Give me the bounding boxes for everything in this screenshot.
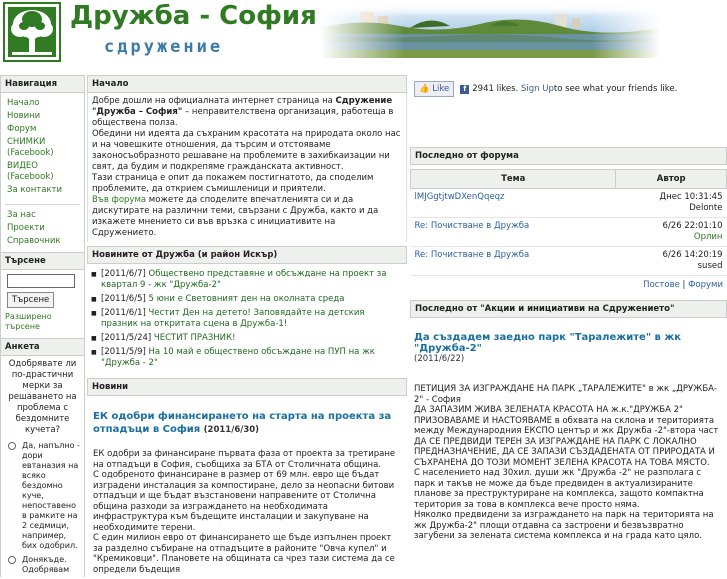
forum-post-time: 6/26 22:01:10	[662, 221, 723, 231]
list-item	[101, 308, 401, 330]
tree-icon	[8, 7, 56, 57]
forum-topic-link[interactable]: Re: Почистване в Дружба	[414, 221, 530, 231]
forum-topic	[411, 247, 616, 276]
news-paragraph: С одобреното финансиране в размер от 69 млн. евро ще бъдат изградени инсталация за компостиране, дело за неопасни битови отпадъци и ще бъдат възстановени направените от Столична община разходи за изграждането на необходимата инфраструктура към бъдещите инсталации и закупуване на необходимите терени.	[93, 470, 395, 533]
search-block	[0, 270, 85, 338]
nav-heading: Навигация	[0, 75, 85, 93]
nav-item-photos[interactable]: СНИМКИ (Facebook)	[7, 137, 54, 158]
main-content	[87, 75, 407, 575]
forum-topic-link[interactable]: lMJGgtjtwDXenQqeqz	[414, 192, 505, 202]
like-tail-text: to see what your friends like.	[553, 84, 678, 94]
search-input[interactable]	[7, 274, 75, 288]
list-item	[101, 294, 401, 305]
news-paragraph: ЕК одобри за финансиране първата фаза от проекта за третиране на отпадъци в София, съобщиха за БТА от Столичната община.	[93, 449, 396, 470]
actions-article-date: (2011/6/22)	[414, 354, 465, 364]
forum-author-link[interactable]: Орлин	[693, 232, 723, 242]
news-article-body	[87, 437, 407, 579]
nav-divider	[5, 199, 80, 205]
forum-topic	[411, 189, 616, 218]
news-heading: Новини	[87, 378, 407, 396]
forum-links-sep: |	[679, 280, 689, 290]
forum-col-topic: Тема	[411, 170, 616, 189]
table-row	[411, 247, 727, 276]
forum-heading: Последно от форума	[410, 147, 727, 165]
news-article-date: (2011/6/30)	[203, 425, 260, 435]
forum-author-cell	[616, 247, 727, 276]
actions-heading: Последно от "Акции и инициативи на Сдружението"	[410, 300, 727, 318]
actions-paragraph: С населението над 30хил. души жк "Дружба -2" не разполага с парк и такъв не може да бъде предвиден в актуализираните планове за преструктуриране на комплекса, защото компактна територия за това в комплекса вече просто няма.	[414, 468, 704, 510]
forum-author-cell	[616, 189, 727, 218]
news-article-title-text: ЕК одобри финансирането на старта на проекта за отпадъци в София	[93, 411, 392, 435]
list-item	[101, 347, 401, 369]
actions-article-title[interactable]: Да създадем заедно парк "Таралежите" в жк "Дружба-2"	[414, 332, 682, 354]
poll-question: Одобрявате ли по-драстични мерки за решаването на проблема с бездомните кучета?	[8, 359, 77, 435]
list-item	[101, 269, 401, 291]
news-date: [2011/6/1]	[101, 308, 146, 318]
like-count: 2941 likes.	[472, 84, 519, 94]
intro-p1a: Добре дошли на официалната интернет страница на	[92, 96, 336, 106]
actions-paragraph: Няколко предвидени за изграждането на парк на територията на жк Дружба-2" площи отдавна са застроени и безвъзвратно загубени за зелената система комплекса и на града като цяло.	[414, 510, 714, 541]
table-row	[411, 189, 727, 218]
news-date: [2011/5/24]	[101, 333, 152, 343]
news-article	[87, 396, 407, 579]
district-news-list	[87, 264, 407, 378]
forum-col-author: Автор	[616, 170, 727, 189]
poll-option[interactable]	[1, 439, 84, 553]
news-link[interactable]: ЧЕСТИТ ПРАЗНИК!	[153, 333, 236, 343]
left-sidebar	[0, 75, 85, 574]
forum-post-time: 6/26 14:20:19	[662, 250, 723, 260]
forum-author: sused	[697, 261, 723, 271]
poll-option[interactable]	[1, 553, 84, 577]
site-title: Дружба - София	[70, 1, 317, 31]
forum-topic	[411, 218, 616, 247]
poll-block	[0, 356, 85, 577]
nav-item-contacts[interactable]: За контакти	[7, 185, 63, 195]
intro-p4: можете да споделите впечатленията си и да дискутирате на различни теми, свързани с Дружба, както и да изкажете мнението си във връзка с инициативите на Сдружението.	[92, 195, 379, 238]
nav-item-projects[interactable]: Проекти	[7, 223, 45, 233]
lake-banner-image	[320, 4, 660, 58]
forum-table	[410, 169, 727, 276]
actions-paragraph: ПЕТИЦИЯ ЗА ИЗГРАЖДАНЕ НА ПАРК „ТАРАЛЕЖИТЕ" в жк „ДРУЖБА- 2" - София	[414, 384, 718, 405]
nav-item-home[interactable]: Начало	[7, 98, 40, 108]
site-header	[0, 0, 727, 72]
forum-topic-link[interactable]: Re: Почистване в Дружба	[414, 250, 530, 260]
search-heading: Търсене	[0, 252, 85, 270]
actions-paragraph: ДА ЗАПАЗИМ ЖИВА ЗЕЛЕНАТА КРАСОТА НА ж.к."ДРУЖБА 2" ПРИЗОВАВАМЕ И НАСТОЯВАМЕ в обхвата на склона и територията между Международния ЕКСПО център и жк Дружба -2"-втора част ДА СЕ ПРЕДВИДИ ТЕРЕН ЗА ИЗГРАЖДАНЕ НА ПАРК С ЛОКАЛНО ПРЕДНАЗНАЧЕНИЕ, ДА СЕ ЗАПАЗИ СЪЗДАДЕНАТА ОТ ПРИРОДАТА И СЪХРАНЕНА ДО ТОЗИ МОМЕНТ ЗЕЛЕНА КРАСОТА НА ТОВА МЯСТО.	[414, 405, 719, 468]
news-date: [2011/5/9]	[101, 347, 146, 357]
intro-p3: Тази страница е опит да покажем постигнатото, да споделим проблемите, да открием съмишленици и приятели.	[92, 173, 374, 194]
news-article-title[interactable]	[87, 410, 407, 437]
nav-item-about[interactable]: За нас	[7, 210, 36, 220]
right-sidebar	[410, 75, 727, 545]
forum-author: Delonte	[689, 203, 723, 213]
facebook-signup-link[interactable]: Sign Up	[521, 84, 554, 94]
nav-item-directory[interactable]: Справочник	[7, 236, 61, 246]
thumbs-up-icon: 👍	[419, 84, 430, 94]
poll-option-label: Да, напълно - дори евтаназия на всяко бездомно куче, непоставено в рамките на 2 седмици, например, бих одобрил.	[22, 441, 80, 550]
search-button[interactable]: Търсене	[7, 292, 54, 308]
forum-post-time: Днес 10:31:45	[659, 192, 723, 202]
news-link[interactable]: На 10 май е обществено обсъждане на ПУП на жк "Дружба - 2"	[101, 347, 375, 368]
forum-table-header	[411, 170, 727, 189]
nav-item-forum[interactable]: Форум	[7, 124, 37, 134]
poll-radio[interactable]	[8, 442, 16, 450]
forum-author-cell	[616, 218, 727, 247]
nav-item-news[interactable]: Новини	[7, 111, 41, 121]
facebook-like-box	[410, 75, 727, 103]
forum-links	[410, 276, 727, 294]
list-item	[101, 333, 401, 344]
intro-p2: Обедини ни идеята да съхраним красотата на природата около нас и на човешките отношения, да търсим и отстояваме законосъобразното решаване на проблемите в захибкаизации ни свят, да будим и подкрепяме гражданската активност.	[92, 129, 401, 172]
actions-article-body	[410, 370, 727, 546]
intro-org-name: Сдружение "Дружба – София"	[92, 96, 393, 117]
news-link[interactable]: Честит Ден на детето! Заповядайте на детския празник на откритата сцена в Дружба-1!	[101, 308, 365, 329]
forum-posts-link[interactable]: Постове	[643, 280, 680, 290]
poll-radio[interactable]	[8, 556, 16, 564]
advanced-search-link[interactable]: Разширено търсене	[5, 312, 52, 331]
intro-text	[87, 93, 407, 242]
news-link[interactable]: Обществено представяне и обсъждане на проект за квартал 9 - жк "Дружба-2"	[101, 269, 387, 290]
news-paragraph: С един милион евро от финансирането ще бъде изпълнен проект за разделно събиране на отпадъците в районите "Овча купел" и "Кремиковци". Плановете на общината са чрез тази система да се определи бъдещия	[93, 533, 395, 575]
facebook-icon: f	[460, 85, 469, 94]
intro-forum-link[interactable]: Във форума	[92, 195, 147, 205]
intro-p1c: – неправителствена организация, работеща в обществена полза.	[92, 107, 394, 128]
like-label: Like	[432, 84, 450, 94]
poll-option-label: Донякъде. Одобрявам	[22, 555, 70, 574]
news-date: [2011/6/5]	[101, 294, 146, 304]
nav-item-video[interactable]: ВИДЕО (Facebook)	[7, 161, 54, 182]
news-link[interactable]: 5 юни е Световният ден на околната среда	[148, 294, 345, 304]
table-row	[411, 218, 727, 247]
site-subtitle: сдружение	[104, 37, 224, 57]
intro-heading: Начало	[87, 75, 407, 93]
forum-forums-link[interactable]: Форуми	[688, 280, 723, 290]
news-date: [2011/6/7]	[101, 269, 146, 279]
nav-block	[0, 93, 85, 252]
district-news-heading: Новините от Дружба (и район Искър)	[87, 246, 407, 264]
facebook-like-button[interactable]	[414, 81, 454, 97]
tree-logo[interactable]	[3, 2, 61, 62]
poll-heading: Анкета	[0, 338, 85, 356]
